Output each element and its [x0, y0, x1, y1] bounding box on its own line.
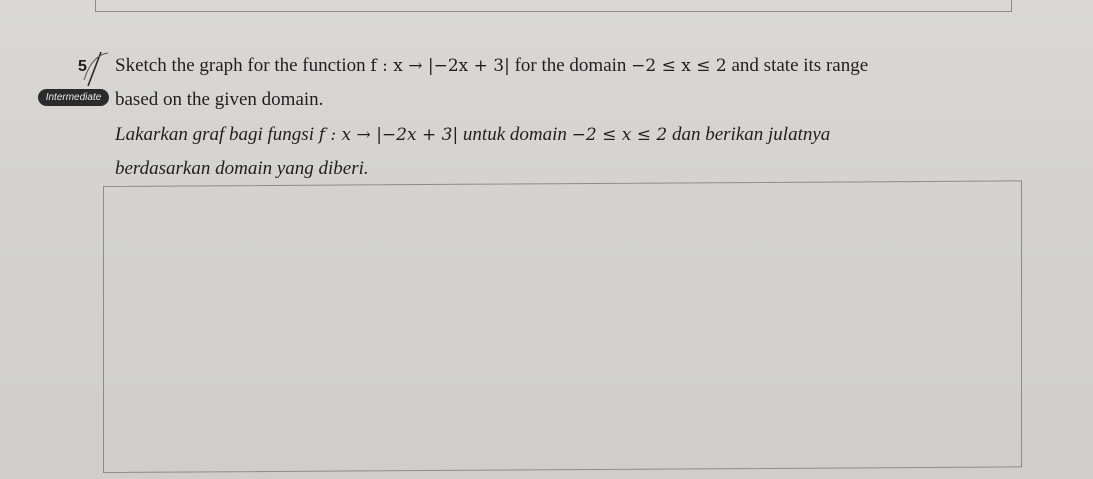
answer-box[interactable]: [103, 180, 1022, 473]
malay-text-range-instruction: dan berikan julatnya: [667, 124, 831, 145]
english-text-domain-label: for the domain: [509, 55, 632, 76]
english-function-expression: f : x → |−2x + 3|: [370, 56, 510, 76]
question-text-english-line-2: based on the given domain.: [115, 89, 324, 110]
difficulty-level-badge: Intermediate: [38, 89, 109, 106]
english-text-range-instruction: and state its range: [726, 55, 869, 76]
question-text-malay-line-1: [115, 124, 830, 146]
previous-answer-box: [95, 0, 1012, 12]
malay-text-domain-label: untuk domain: [458, 124, 572, 145]
question-number: 5: [78, 58, 87, 75]
question-text-malay-line-2: berdasarkan domain yang diberi.: [115, 158, 369, 179]
malay-domain-expression: −2 ≤ x ≤ 2: [571, 125, 668, 145]
question-text-english-line-1: [115, 55, 868, 77]
malay-function-expression: f : x → |−2x + 3|: [318, 125, 459, 145]
malay-text-intro: Lakarkan graf bagi fungsi: [115, 124, 319, 145]
question-number-marker: [78, 50, 112, 86]
english-text-intro: Sketch the graph for the function: [115, 55, 371, 76]
english-domain-expression: −2 ≤ x ≤ 2: [631, 56, 727, 76]
